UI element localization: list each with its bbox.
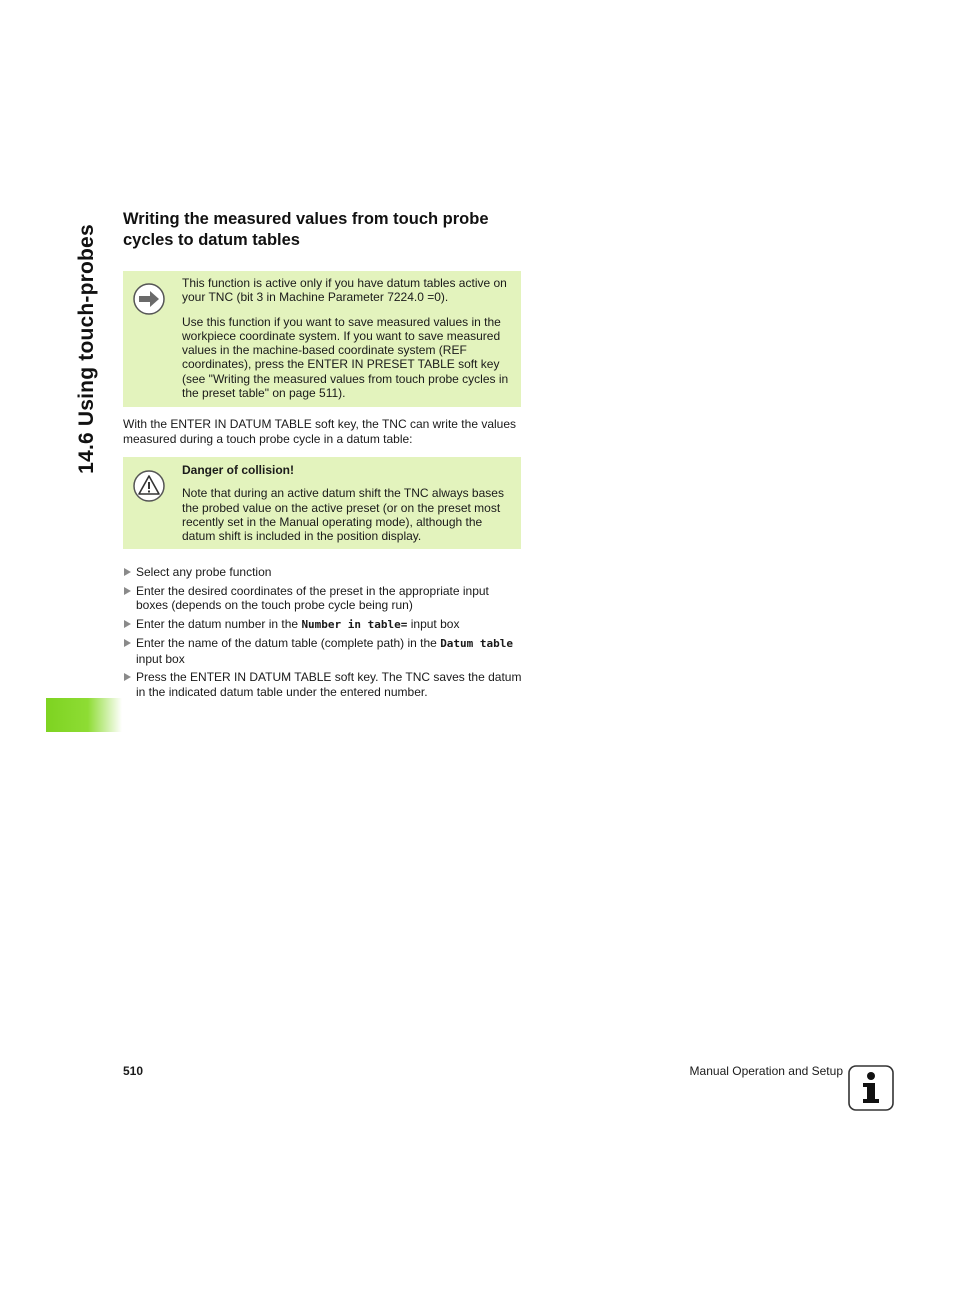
arrow-right-icon	[133, 283, 165, 315]
chapter-side-title	[72, 214, 102, 484]
warning-box	[123, 457, 521, 549]
section-heading: Writing the measured values from touch probe cycles to datum tables	[123, 210, 489, 249]
note-paragraph-1: This function is active only if you have datum tables active on your TNC (bit 3 in Machine Parameter 7224.0 =0).	[182, 276, 507, 305]
list-item: Enter the datum number in the Number in table= input box	[123, 617, 523, 633]
code-datum-table: Datum table	[440, 637, 514, 650]
page-number: 510	[123, 1064, 144, 1078]
list-item: Enter the desired coordinates of the preset in the appropriate input boxes (depends on the touch probe cycle being run)	[123, 584, 523, 613]
triangle-bullet-icon	[124, 639, 131, 647]
warning-triangle-icon	[133, 470, 165, 502]
steps-list	[123, 565, 523, 703]
intro-paragraph: With the ENTER IN DATUM TABLE soft key, the TNC can write the values measured during a touch probe cycle in a datum table:	[123, 417, 517, 446]
list-item: Press the ENTER IN DATUM TABLE soft key. The TNC saves the datum in the indicated datum table under the entered number.	[123, 670, 523, 699]
triangle-bullet-icon	[124, 568, 131, 576]
triangle-bullet-icon	[124, 587, 131, 595]
note-box	[123, 271, 521, 407]
triangle-bullet-icon	[124, 620, 131, 628]
warning-text: Note that during an active datum shift the TNC always bases the probed value on the active preset (or on the preset most recently set in the Manual operating mode), although the datum shift is included in the position display.	[182, 486, 504, 544]
list-item: Enter the name of the datum table (complete path) in the Datum table input box	[123, 636, 523, 666]
chapter-title-text: 14.6 Using touch-probes	[75, 224, 99, 474]
triangle-bullet-icon	[124, 673, 131, 681]
list-item: Select any probe function	[123, 565, 523, 580]
chapter-tab-marker	[46, 698, 122, 732]
footer-title: Manual Operation and Setup	[689, 1064, 843, 1078]
note-paragraph-2: Use this function if you want to save measured values in the workpiece coordinate system. If you want to save measured values in the machine-based coordinate system (REF coordinates), press the ENTER IN PRESET TABLE soft key (see "Writing the measured values from touch probe cycles in the preset table" on page 511).	[182, 314, 509, 401]
code-number-in-table: Number in table=	[301, 617, 408, 631]
info-icon	[848, 1065, 894, 1111]
warning-title: Danger of collision!	[182, 463, 295, 477]
